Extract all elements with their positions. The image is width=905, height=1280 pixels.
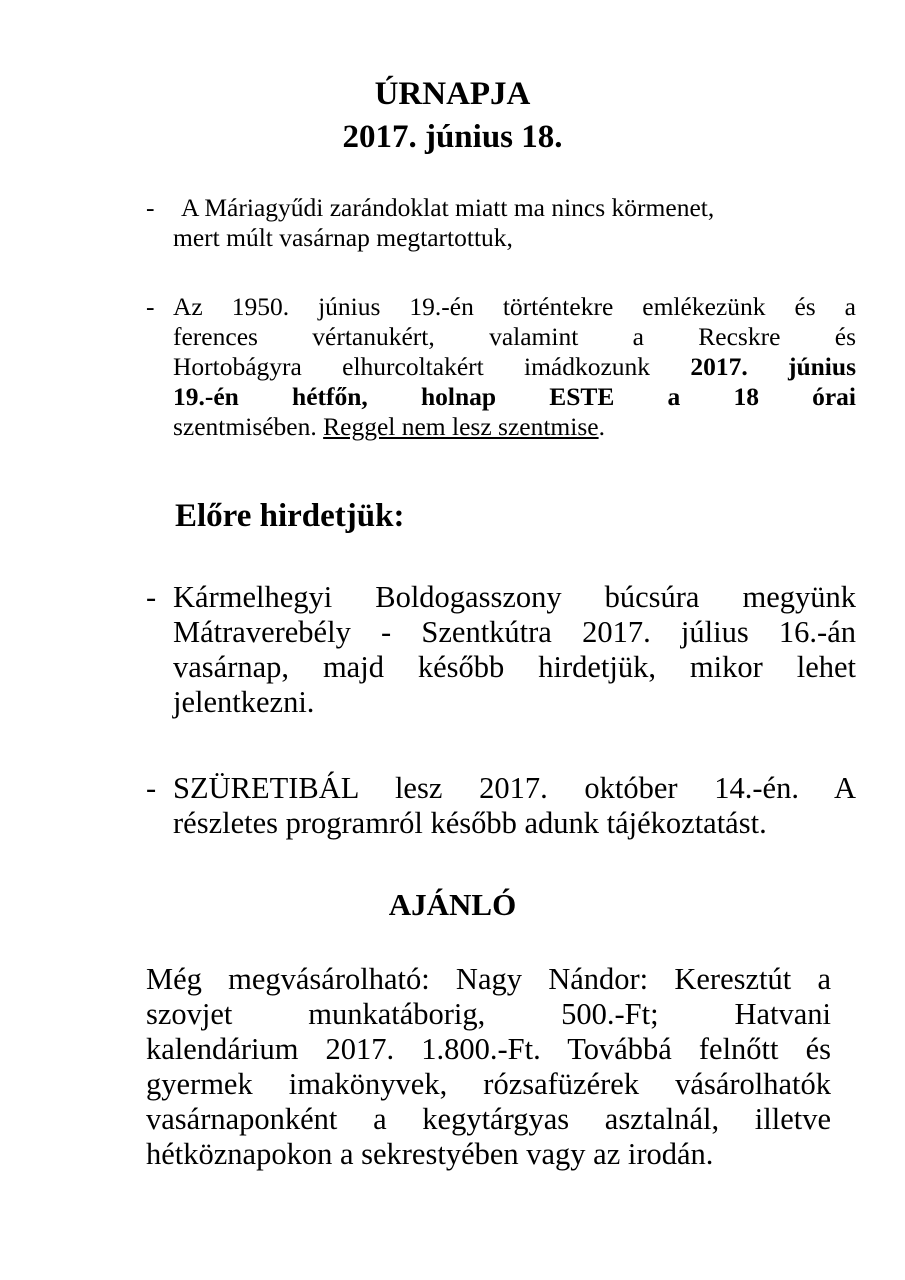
text-line: gyermek imakönyvek, rózsafüzérek vásárolhatók bbox=[146, 1067, 831, 1101]
bullet-dash: - bbox=[146, 292, 155, 321]
text-line bbox=[173, 352, 856, 382]
advance-item bbox=[146, 771, 856, 851]
section-heading: Előre hirdetjük: bbox=[175, 498, 405, 534]
text-line: vasárnaponként a kegytárgyas asztalnál, illetve bbox=[146, 1102, 831, 1136]
text-line: Az 1950. június 19.-én történtekre emlékezünk és a bbox=[173, 292, 856, 321]
recommend-text bbox=[146, 962, 831, 1172]
text-line: Mátraverebély - Szentkútra 2017. július 16.-án bbox=[173, 615, 856, 649]
page-date: 2017. június 18. bbox=[342, 119, 563, 155]
text-line bbox=[173, 412, 856, 442]
recommend-heading: AJÁNLÓ bbox=[388, 887, 517, 922]
text-line: mert múlt vasárnap megtartottuk, bbox=[173, 223, 513, 252]
text-line: A Máriagyűdi zarándoklat miatt ma nincs körmenet, bbox=[181, 193, 715, 222]
text-plain: szentmisében. bbox=[173, 412, 324, 441]
text-underline: Reggel nem lesz szentmise bbox=[323, 412, 599, 441]
text-line: ferences vértanukért, valamint a Recskre és bbox=[173, 322, 856, 351]
text-line: vasárnap, majd később hirdetjük, mikor lehet bbox=[173, 650, 856, 684]
announcement-text bbox=[173, 292, 856, 442]
text-bold: 2017. június bbox=[690, 352, 856, 381]
bullet-dash: - bbox=[146, 193, 155, 222]
text-line: hétköznapokon a sekrestyében vagy az irodán. bbox=[146, 1137, 714, 1171]
text-line: szovjet munkatáborig, 500.-Ft; Hatvani bbox=[146, 997, 831, 1031]
advance-text bbox=[173, 580, 856, 720]
announcement-text bbox=[173, 193, 856, 253]
text-line: Kármelhegyi Boldogasszony búcsúra megyünk bbox=[173, 580, 856, 614]
advance-text bbox=[173, 771, 856, 841]
text-line: SZÜRETIBÁL lesz 2017. október 14.-én. A bbox=[173, 771, 856, 805]
text-line: Még megvásárolható: Nagy Nándor: Keresztút a bbox=[146, 962, 831, 996]
announcement-item bbox=[146, 193, 846, 255]
text-plain: Hortobágyra elhurcoltakért imádkozunk bbox=[173, 352, 691, 381]
announcement-item bbox=[146, 292, 856, 472]
text-line: részletes programról később adunk tájékoztatást. bbox=[173, 806, 767, 840]
advance-item bbox=[146, 580, 856, 730]
bullet-dash: - bbox=[146, 580, 157, 614]
text-plain: . bbox=[598, 412, 605, 441]
text-line-bold: 19.-én hétfőn, holnap ESTE a 18 órai bbox=[173, 382, 856, 411]
bullet-dash: - bbox=[146, 771, 157, 805]
text-line: kalendárium 2017. 1.800.-Ft. Továbbá felnőtt és bbox=[146, 1032, 831, 1066]
page-title: ÚRNAPJA bbox=[374, 76, 531, 112]
text-line: jelentkezni. bbox=[173, 685, 315, 719]
